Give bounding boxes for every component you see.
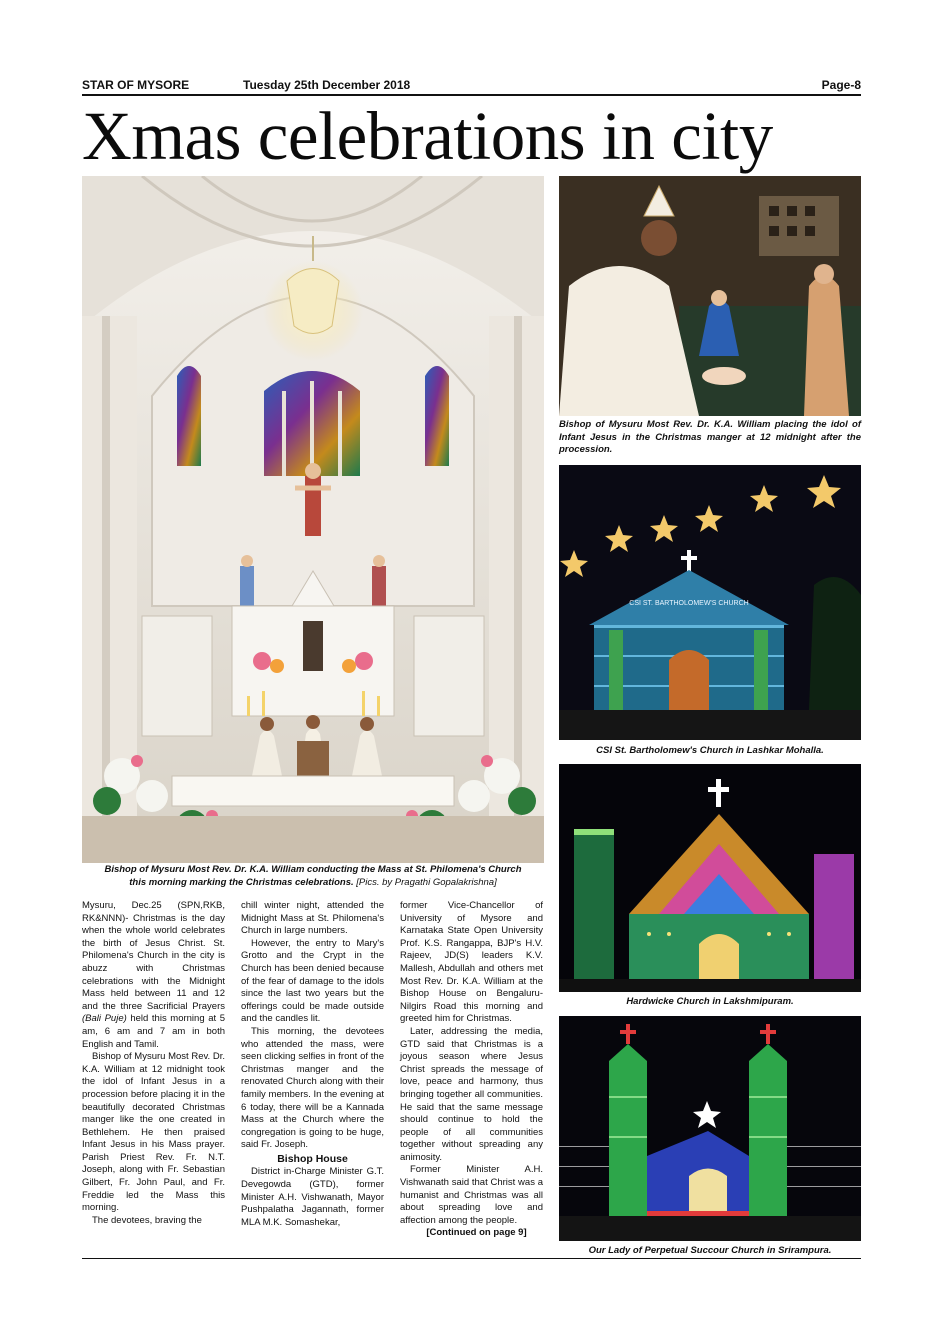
photo-bishop-manger-caption: Bishop of Mysuru Most Rev. Dr. K.A. William placing the idol of Infant Jesus in the Christmas manger at 12 midnight after the procession.: [559, 419, 861, 455]
page-number: Page-8: [821, 78, 861, 92]
main-photo-caption-line1: Bishop of Mysuru Most Rev. Dr. K.A. William conducting the Mass at St. Philomena's Church: [104, 864, 522, 875]
article-paragraph: This morning, the devotees who attended the mass, were seen clicking selfies in front of the Christmas manger and the renovated Church along with their family members. In the evening at 6 today, there will be a Kannada Mass at the Church where the congregation is going to be huge, said Fr. Joseph.: [241, 1025, 384, 1151]
main-photo-church-interior: [82, 176, 544, 863]
photo-st-bartholomews-caption: CSI St. Bartholomew's Church in Lashkar Mohalla.: [596, 745, 824, 756]
article-paragraph: However, the entry to Mary's Grotto and the Crypt in the Church has been denied because of the fear of damage to the idols since the last two years but the offerings could be made outside and the candles lit.: [241, 937, 384, 1025]
photo-credit: [Pics. by Pragathi Gopalakrishna]: [356, 876, 497, 888]
photo-hardwicke-church: [559, 764, 861, 992]
photo-hardwicke-caption: Hardwicke Church in Lakshmipuram.: [626, 996, 794, 1007]
issue-date: Tuesday 25th December 2018: [243, 78, 411, 92]
article-lede: Mysuru, Dec.25 (SPN,RKB, RK&NNN)- Christmas is the day when the whole world celebrates the birth of Jesus Christ. St. Philomena's Church in the city is abuzz with Christmas celebrations with the Midnight Mass held between 11 and 12 and the three Sacrificial Prayers: [82, 900, 225, 1012]
article-subhead: Bishop House: [277, 1152, 348, 1165]
main-photo-caption-line2: this morning marking the Christmas celebrations.: [129, 876, 354, 888]
article-paragraph: chill winter night, attended the Midnight Mass at St. Philomena's Church in large numbers.: [241, 900, 384, 937]
photo-perpetual-succour-caption: Our Lady of Perpetual Succour Church in Srirampura.: [588, 1245, 832, 1256]
footer-rule: [82, 1258, 861, 1259]
article-paragraph: Later, addressing the media, GTD said that Christmas is a joyous season where Jesus Christ spreads the message of love, peace and harmony, thus bringing together all communities. He said that the same message should continue to hold the people of all communities together without spreading any animosity.: [400, 1025, 543, 1163]
article-column-2: [241, 900, 384, 1229]
article-paragraph: The devotees, braving the: [92, 1214, 202, 1226]
headline: Xmas celebrations in city: [82, 98, 773, 174]
main-photo-caption: [82, 864, 544, 889]
article-column-1: [82, 900, 225, 1227]
continued-link[interactable]: [Continued on page 9]: [426, 1227, 527, 1239]
article-paragraph: District in-Charge Minister G.T. Devegowda (GTD), former Minister A.H. Vishwanath, Mayor Pushpalatha Jagannath, former MLA M.K. Somashekar,: [241, 1166, 384, 1228]
article-column-3: [400, 900, 543, 1240]
article-lede-end: held this morning at 5 am, 6 am and 7 am in both English and Tamil.: [82, 1013, 225, 1050]
article-paragraph: Former Minister A.H. Vishwanath said that Christ was a humanist and Christmas was all about spreading love and affection among the people.: [400, 1164, 543, 1226]
photo-bishop-manger: [559, 176, 861, 416]
header-rule: [82, 94, 861, 96]
photo-st-bartholomews-church: [559, 465, 861, 740]
bali-puje-term: (Bali Puje): [82, 1013, 127, 1025]
publication-name: STAR OF MYSORE: [82, 78, 190, 92]
church-sign-text: CSI ST. BARTHOLOMEW'S CHURCH: [629, 600, 749, 607]
article-paragraph: former Vice-Chancellor of University of Mysore and Karnataka State Open University Prof. K.S. Rangappa, BJP's H.V. Rajeev, JD(S) leaders K.V. Mallesh, Abdullah and others met Most Rev. Dr. K.A. William at the Bishop House on Bengaluru-Nilgirs Road this morning and greeted him for Christmas.: [400, 900, 543, 1025]
article-paragraph: Bishop of Mysuru Most Rev. Dr. K.A. William at 12 midnight took the idol of Infant Jesus in a procession before placing it in the beautifully decorated Christmas manger like the one created in Bethlehem. He then praised Infant Jesus in his Mass prayer. Parish Priest Rev. Fr. N.T. Joseph, along with Fr. Sebastian Gilbert, Fr. John Paul, and Fr. Freddie led the Mass this morning.: [82, 1051, 225, 1214]
photo-perpetual-succour-church: [559, 1016, 861, 1241]
